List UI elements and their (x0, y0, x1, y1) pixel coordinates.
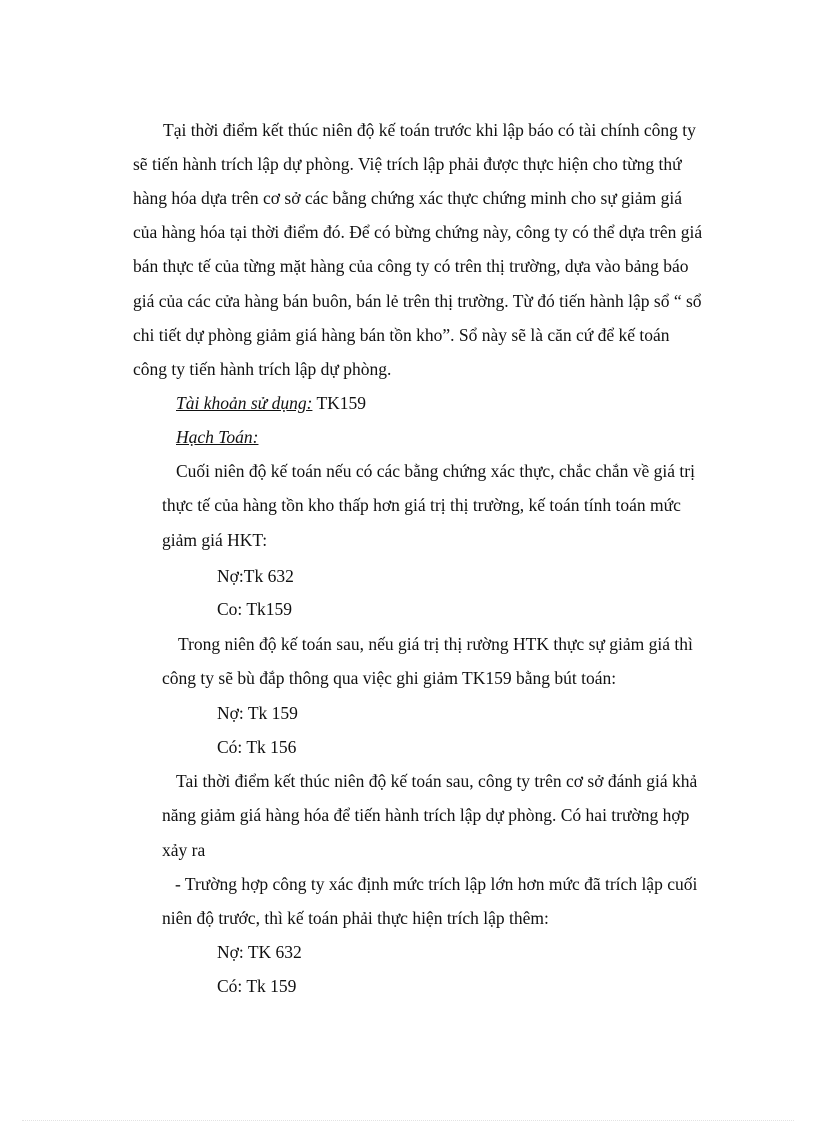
text-line: - Trường hợp công ty xác định mức trích lập lớn hơn mức đã trích lập cuối (175, 874, 698, 894)
credit-line: Co: Tk159 (217, 599, 293, 619)
text-line: xảy ra (162, 840, 206, 860)
text-line: năng giảm giá hàng hóa để tiến hành trích lập dự phòng. Có hai trường hợp (162, 805, 690, 825)
text-line: thực tế của hàng tồn kho thấp hơn giá trị thị trường, kế toán tính toán mức (162, 495, 681, 515)
text-line: Trong niên độ kế toán sau, nếu giá trị thị rường HTK thực sự giảm giá thì (178, 634, 693, 654)
credit-line: Có: Tk 156 (217, 737, 297, 757)
text-line: giảm giá HKT: (162, 530, 268, 550)
text-line: Tai thời điểm kết thúc niên độ kế toán sau, công ty trên cơ sở đánh giá khả (176, 771, 698, 791)
text-line: của hàng hóa tại thời điểm đó. Để có bừng chứng này, công ty có thể dựa trên giá (133, 222, 703, 242)
text-line: công ty sẽ bù đắp thông qua việc ghi giảm TK159 bằng bút toán: (162, 668, 617, 688)
text-line: Tại thời điểm kết thúc niên độ kế toán trước khi lập báo có tài chính công ty (163, 120, 696, 140)
debit-line: Nợ: TK 632 (217, 942, 302, 962)
text-line: bán thực tế của từng mặt hàng của công ty có trên thị trường, dựa vào bảng báo (133, 256, 689, 276)
account-line (176, 392, 366, 414)
account-value: TK159 (312, 393, 367, 413)
text-line: hàng hóa dựa trên cơ sở các bằng chứng xác thực chứng minh cho sự giảm giá (133, 188, 682, 208)
text-line: niên độ trước, thì kế toán phải thực hiện trích lập thêm: (162, 908, 549, 928)
debit-line: Nợ:Tk 632 (217, 566, 294, 586)
text-line: công ty tiến hành trích lập dự phòng. (133, 359, 392, 379)
accounting-label: Hạch Toán: (176, 427, 259, 447)
text-line: Cuối niên độ kế toán nếu có các bằng chứng xác thực, chắc chắn về giá trị (176, 461, 695, 481)
page-bottom-border (22, 1120, 794, 1121)
accounting-heading (176, 426, 258, 448)
credit-line: Có: Tk 159 (217, 976, 297, 996)
debit-line: Nợ: Tk 159 (217, 703, 298, 723)
text-line: giá của các cửa hàng bán buôn, bán lẻ trên thị trường. Từ đó tiến hành lập sổ “ sổ (133, 291, 702, 311)
text-line: chi tiết dự phòng giảm giá hàng bán tồn kho”. Sổ này sẽ là căn cứ để kế toán (133, 325, 670, 345)
text-line: sẽ tiến hành trích lập dự phòng. Việ trích lập phải được thực hiện cho từng thứ (133, 154, 682, 174)
account-label: Tài khoản sử dụng: (176, 393, 313, 413)
